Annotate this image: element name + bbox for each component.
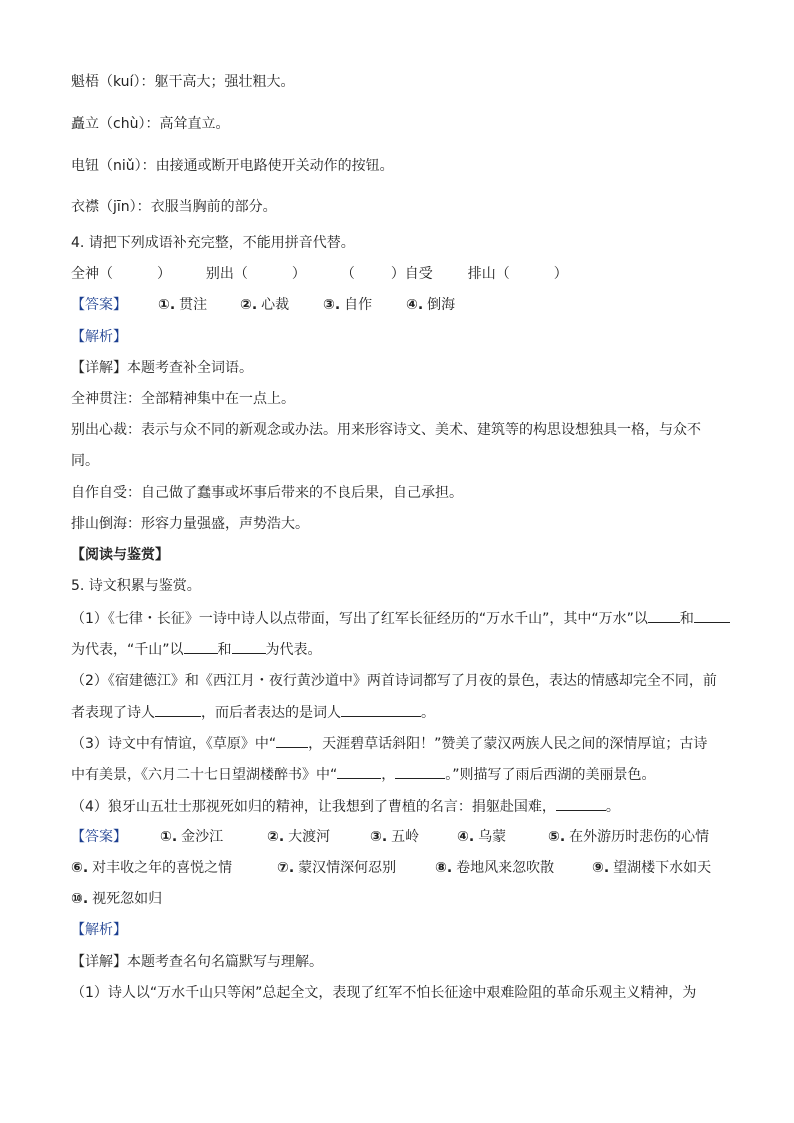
q5-part3-line1: （3）诗文中有情谊，《草原》中“ ，天涯碧草话斜阳！”赞美了蒙汉两族人民之间的深情厚谊；古诗 — [71, 733, 707, 754]
q5-part4: （4）狼牙山五壮士那视死如归的精神，让我想到了曹植的名言：捐躯赴国难， 。 — [71, 796, 620, 817]
idiom-4-suffix: ） — [553, 266, 568, 282]
q5-part2-line2: 者表现了诗人 ，而后者表达的是词人 。 — [71, 702, 435, 723]
answer-item: ④. 倒海 — [406, 297, 456, 313]
answer-item: ②. 大渡河 — [267, 829, 331, 845]
explanation-line: 全神贯注：全部精神集中在一点上。 — [71, 391, 295, 407]
answer-item: ⑤. 在外游历时悲伤的心情 — [548, 829, 710, 845]
answer-label: 【答案】 — [71, 297, 127, 313]
idiom-blanks — [71, 264, 568, 284]
section-title: 【阅读与鉴赏】 — [71, 547, 169, 563]
q5-part1-line2: 为代表，“千山”以 和 为代表。 — [71, 639, 322, 660]
detail-line: 【详解】本题考查名句名篇默写与理解。 — [71, 954, 323, 970]
answer-item: ⑧. 卷地风来忽吹散 — [435, 860, 555, 876]
answer-item: ①. 金沙江 — [160, 829, 224, 845]
idiom-2-prefix: 别出（ — [205, 266, 248, 282]
answer-item: ⑥. 对丰收之年的喜悦之情 — [71, 860, 233, 876]
definition-line: 魁梧（kuí）：躯干高大；强壮粗大。 — [71, 74, 295, 90]
answer-item: ③. 自作 — [323, 297, 373, 313]
q5-part3-line2: 中有美景，《六月二十七日望湖楼醉书》中“ ， 。”则描写了雨后西湖的美丽景色。 — [71, 764, 656, 785]
idiom-4-prefix: 排山（ — [467, 266, 510, 282]
explanation-line: 自作自受：自己做了蠢事或坏事后带来的不良后果，自己承担。 — [71, 485, 463, 501]
analysis-label: 【解析】 — [71, 329, 127, 345]
answer-item: ⑨. 望湖楼下水如天 — [592, 860, 712, 876]
idiom-1-suffix: ） — [157, 266, 171, 282]
question-5-prompt: 5. 诗文积累与鉴赏。 — [71, 578, 201, 594]
idiom-2-suffix: ） — [291, 266, 306, 282]
idiom-1-prefix: 全神（ — [71, 266, 113, 282]
answer-item: ⑦. 蒙汉情深何忍别 — [277, 860, 397, 876]
idiom-3-suffix: ）自受 — [390, 266, 433, 282]
definition-line: 衣襟（jīn）：衣服当胸前的部分。 — [71, 199, 277, 215]
answer-item: ③. 五岭 — [370, 829, 420, 845]
explanation-line: （1）诗人以“万水千山只等闲”总起全文，表现了红军不怕长征途中艰难险阻的革命乐观主义精神，为 — [71, 985, 697, 1001]
answer-item: ①. 贯注 — [158, 297, 208, 313]
explanation-line: 同。 — [71, 453, 99, 469]
explanation-line: 排山倒海：形容力量强盛，声势浩大。 — [71, 516, 309, 532]
explanation-line: 别出心裁：表示与众不同的新观念或办法。用来形容诗文、美术、建筑等的构思设想独具一格，与众不 — [71, 422, 701, 438]
question-4-prompt: 4. 请把下列成语补充完整，不能用拼音代替。 — [71, 235, 355, 251]
answer-label: 【答案】 — [71, 829, 127, 845]
definition-line: 电钮（niǔ）：由接通或断开电路使开关动作的按钮。 — [71, 158, 394, 174]
answer-item: ④. 乌蒙 — [457, 829, 507, 845]
idiom-3-prefix: （ — [340, 266, 355, 282]
q5-part2-line1: （2）《宿建德江》和《西江月・夜行黄沙道中》两首诗词都写了月夜的景色，表达的情感却完全不同，前 — [71, 673, 717, 689]
answer-item: ②. 心裁 — [240, 297, 290, 313]
answer-item: ⑩. 视死忽如归 — [71, 891, 163, 907]
definition-line: 矗立（chù）：高耸直立。 — [71, 116, 230, 132]
detail-line: 【详解】本题考查补全词语。 — [71, 360, 253, 376]
analysis-label: 【解析】 — [71, 922, 127, 938]
q5-part1-line1: （1）《七律・长征》一诗中诗人以点带面，写出了红军长征经历的“万水千山”，其中“万水”以 和 — [71, 608, 730, 629]
